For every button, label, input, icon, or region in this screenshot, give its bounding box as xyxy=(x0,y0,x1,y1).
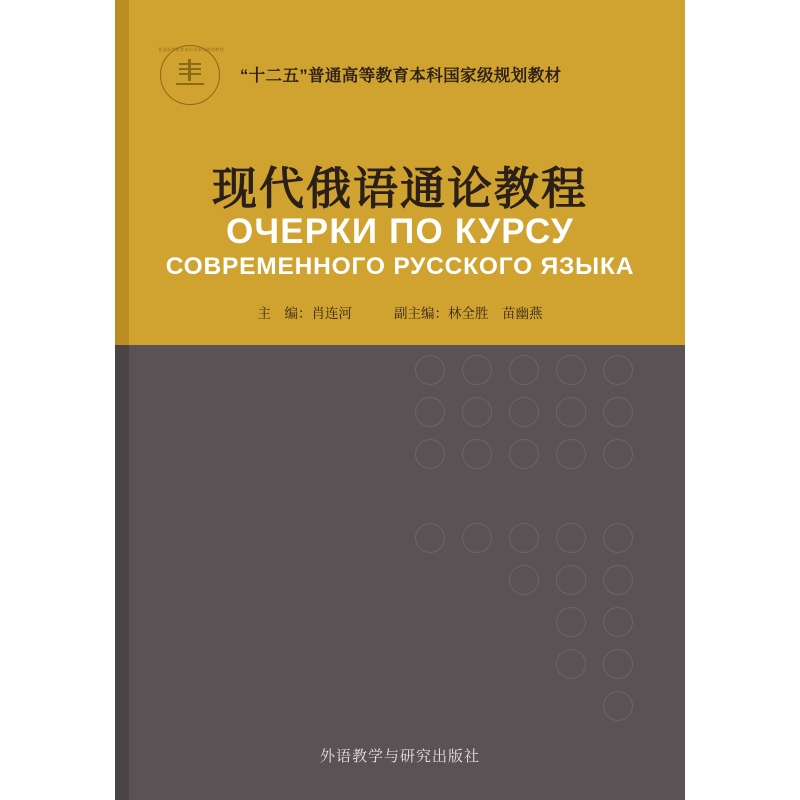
emblem-caption: 普通高等教育本科国家级规划教材 xyxy=(158,47,224,52)
editor-label: 主 编： xyxy=(257,306,312,321)
decorative-dot xyxy=(603,439,633,469)
author-credits xyxy=(115,302,685,322)
decorative-dot xyxy=(462,397,492,427)
decorative-dot-grid xyxy=(415,355,675,715)
book-title-russian-line2: СОВРЕМЕННОГО РУССКОГО ЯЗЫКА xyxy=(165,253,635,280)
decorative-dot xyxy=(415,397,445,427)
book-cover xyxy=(115,0,685,800)
book-title-russian-line1: ОЧЕРКИ ПО КУРСУ xyxy=(226,212,574,251)
decorative-dot xyxy=(509,439,539,469)
editor-name: 肖连河 xyxy=(311,306,352,321)
decorative-dot xyxy=(556,565,586,595)
decorative-dot xyxy=(415,523,445,553)
decorative-dot xyxy=(462,523,492,553)
book-title-chinese: 现代俄语通论教程 xyxy=(211,164,588,214)
decorative-dot xyxy=(509,355,539,385)
emblem-inner-mark xyxy=(172,55,208,95)
decorative-dot xyxy=(556,649,586,679)
decorative-dot xyxy=(415,439,445,469)
associate-editor-label: 副主编： xyxy=(394,306,448,321)
decorative-dot xyxy=(462,355,492,385)
associate-editor-names: 林全胜 苗幽燕 xyxy=(448,306,543,321)
decorative-dot xyxy=(603,691,633,721)
decorative-dot xyxy=(603,355,633,385)
national-planning-textbook-emblem-icon xyxy=(160,45,222,107)
decorative-dot xyxy=(603,607,633,637)
decorative-dot xyxy=(509,397,539,427)
decorative-dot xyxy=(556,355,586,385)
decorative-dot xyxy=(462,439,492,469)
decorative-dot xyxy=(603,565,633,595)
decorative-dot xyxy=(603,523,633,553)
decorative-dot xyxy=(603,397,633,427)
decorative-dot xyxy=(556,397,586,427)
decorative-dot xyxy=(415,355,445,385)
decorative-dot xyxy=(556,523,586,553)
series-title: “十二五”普通高等教育本科国家级规划教材 xyxy=(240,67,562,85)
publisher-name: 外语教学与研究出版社 xyxy=(319,748,480,765)
decorative-dot xyxy=(556,607,586,637)
decorative-dot xyxy=(509,523,539,553)
decorative-dot xyxy=(556,439,586,469)
decorative-dot xyxy=(509,565,539,595)
decorative-dot xyxy=(603,649,633,679)
